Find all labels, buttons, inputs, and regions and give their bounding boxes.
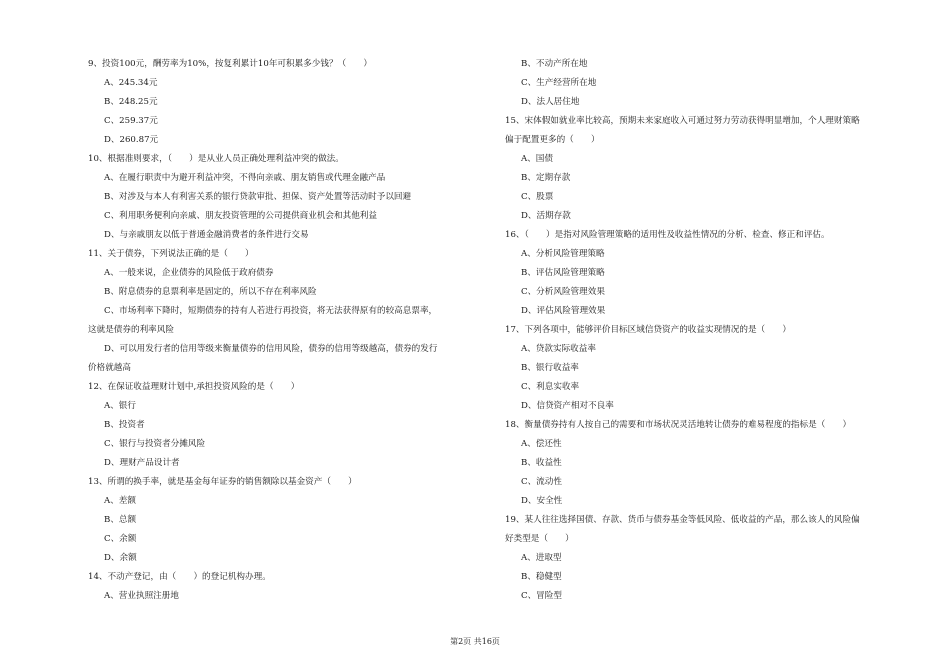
page-number: 第2页 共16页 (450, 637, 500, 646)
question-text: 10、根据准则要求，（ ）是从业人员正确处理利益冲突的做法。 (88, 154, 344, 164)
answer-option: A、营业执照注册地 (104, 591, 179, 601)
answer-option: D、法人居住地 (521, 97, 580, 107)
question-text: 17、下列各项中，能够评价目标区域信贷资产的收益实现情况的是（ ） (505, 325, 791, 335)
answer-option: C、银行与投资者分摊风险 (104, 439, 206, 449)
answer-option: C、流动性 (521, 477, 562, 487)
question-text: 12、在保证收益理财计划中,承担投资风险的是（ ） (88, 382, 300, 392)
answer-option: B、银行收益率 (521, 363, 579, 373)
answer-option: D、评估风险管理效果 (521, 306, 606, 316)
answer-option: B、投资者 (104, 420, 145, 430)
answer-option: C、利用职务便利向亲戚、朋友投资管理的公司提供商业机会和其他利益 (104, 211, 377, 221)
answer-option: D、可以用发行者的信用等级来衡量债券的信用风险，债券的信用等级越高，债券的发行 (104, 344, 438, 354)
answer-option: C、生产经营所在地 (521, 78, 597, 88)
left-column (88, 55, 488, 606)
answer-option: D、活期存款 (521, 211, 571, 221)
answer-option: C、利息实收率 (521, 382, 580, 392)
question-text: 14、不动产登记，由（ ）的登记机构办理。 (88, 572, 271, 582)
answer-option: D、安全性 (521, 496, 563, 506)
answer-option: A、245.34元 (104, 78, 158, 88)
answer-option: B、总额 (104, 515, 137, 525)
answer-option: C、冒险型 (521, 591, 562, 601)
answer-option: D、余额 (104, 553, 137, 563)
question-text: 偏于配置更多的（ ） (505, 135, 600, 145)
answer-option: D、理财产品设计者 (104, 458, 180, 468)
question-text: 18、衡量债券持有人按自己的需要和市场状况灵活地转让债券的难易程度的指标是（ ） (505, 420, 852, 430)
answer-option: B、不动产所在地 (521, 59, 588, 69)
answer-option: D、与亲戚朋友以低于普通金融消费者的条件进行交易 (104, 230, 309, 240)
answer-option: C、余额 (104, 534, 137, 544)
answer-option: B、248.25元 (104, 97, 158, 107)
answer-option: B、评估风险管理策略 (521, 268, 605, 278)
question-text: 13、所谓的换手率，就是基金每年证券的销售额除以基金资产（ ） (88, 477, 357, 487)
answer-option: D、260.87元 (104, 135, 159, 145)
question-text: 16、（ ）是指对风险管理策略的适用性及收益性情况的分析、检查、修正和评估。 (505, 230, 830, 240)
answer-option: B、对涉及与本人有利害关系的银行贷款审批、担保、资产处置等活动时予以回避 (104, 192, 412, 202)
answer-option: A、偿还性 (521, 439, 562, 449)
question-text: 这就是债券的利率风险 (88, 325, 174, 335)
question-text: 价格就越高 (88, 363, 131, 373)
answer-option: B、稳健型 (521, 572, 562, 582)
answer-option: A、进取型 (521, 553, 562, 563)
answer-option: B、定期存款 (521, 173, 571, 183)
answer-option: B、收益性 (521, 458, 562, 468)
question-text: 15、宋体假如就业率比较高，预期未来家庭收入可通过努力劳动获得明显增加，个人理财策略 (505, 116, 860, 126)
answer-option: C、259.37元 (104, 116, 158, 126)
question-text: 好类型是（ ） (505, 534, 574, 544)
answer-option: A、贷款实际收益率 (521, 344, 596, 354)
question-text: 19、某人往往选择国债、存款、货币与债券基金等低风险、低收益的产品，那么该人的风险偏 (505, 515, 860, 525)
answer-option: A、国债 (521, 154, 553, 164)
question-text: 11、关于债券，下列说法正确的是（ ） (88, 249, 254, 259)
answer-option: C、分析风险管理效果 (521, 287, 605, 297)
question-text: 9、投资100元，酬劳率为10%，按复利累计10年可积累多少钱？（ ） (88, 59, 372, 69)
answer-option: A、银行 (104, 401, 136, 411)
answer-option: A、差额 (104, 496, 136, 506)
right-column (505, 55, 905, 606)
answer-option: A、分析风险管理策略 (521, 249, 605, 259)
answer-option: C、市场利率下降时，短期债券的持有人若进行再投资，将无法获得原有的较高息票率， (104, 306, 438, 316)
answer-option: B、附息债券的息票利率是固定的，所以不存在利率风险 (104, 287, 317, 297)
answer-option: D、信贷资产相对不良率 (521, 401, 614, 411)
answer-option: A、一般来说，企业债券的风险低于政府债券 (104, 268, 274, 278)
answer-option: A、在履行职责中为避开利益冲突，不得向亲戚、朋友销售或代理金融产品 (104, 173, 386, 183)
answer-option: C、股票 (521, 192, 554, 202)
